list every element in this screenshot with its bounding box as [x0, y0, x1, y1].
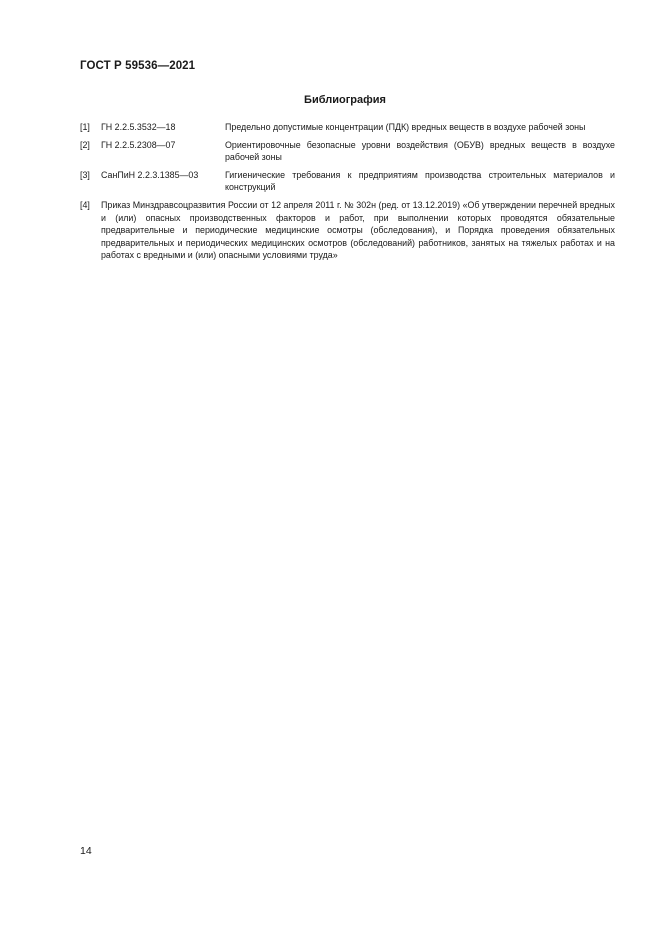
bibliography-entry — [80, 199, 615, 262]
bibliography-entry — [80, 121, 615, 134]
bibliography-entry — [80, 139, 615, 164]
entry-number: [3] — [80, 169, 90, 180]
entry-text: Гигиенические требования к предприятиям производства строительных материалов и конструкций — [225, 169, 615, 193]
bibliography-list — [80, 121, 615, 267]
entry-text: Предельно допустимые концентрации (ПДК) вредных веществ в воздухе рабочей зоны — [225, 122, 586, 132]
entry-number: [4] — [80, 199, 90, 210]
entry-source: ГН 2.2.5.2308—07 — [101, 139, 176, 150]
entry-number: [1] — [80, 122, 90, 132]
section-title: Библиография — [304, 94, 386, 106]
page-number: 14 — [80, 845, 92, 857]
document-header: ГОСТ Р 59536—2021 — [80, 60, 196, 72]
entry-text: Ориентировочные безопасные уровни воздействия (ОБУВ) вредных веществ в воздухе рабочей зоны — [225, 139, 615, 163]
entry-source: ГН 2.2.5.3532—18 — [101, 122, 176, 132]
entry-source: СанПиН 2.2.3.1385—03 — [101, 169, 199, 180]
entry-text: Приказ Минздравсоцразвития России от 12 апреля 2011 г. № 302н (ред. от 13.12.2019) «Об утверждении перечней вредных и (или) опасных производственных факторов и работ, при выполнении которых проводятся обязательные предварительные и периодические медицинские осмотры (обследования), и Порядка проведения обязательных предварительных и периодических медицинских осмотров (обследований) работников, занятых на тяжелых работах и на работах с вредными и (или) опасными условиями труда» — [101, 199, 615, 261]
bibliography-entry — [80, 169, 615, 194]
entry-number: [2] — [80, 139, 90, 150]
